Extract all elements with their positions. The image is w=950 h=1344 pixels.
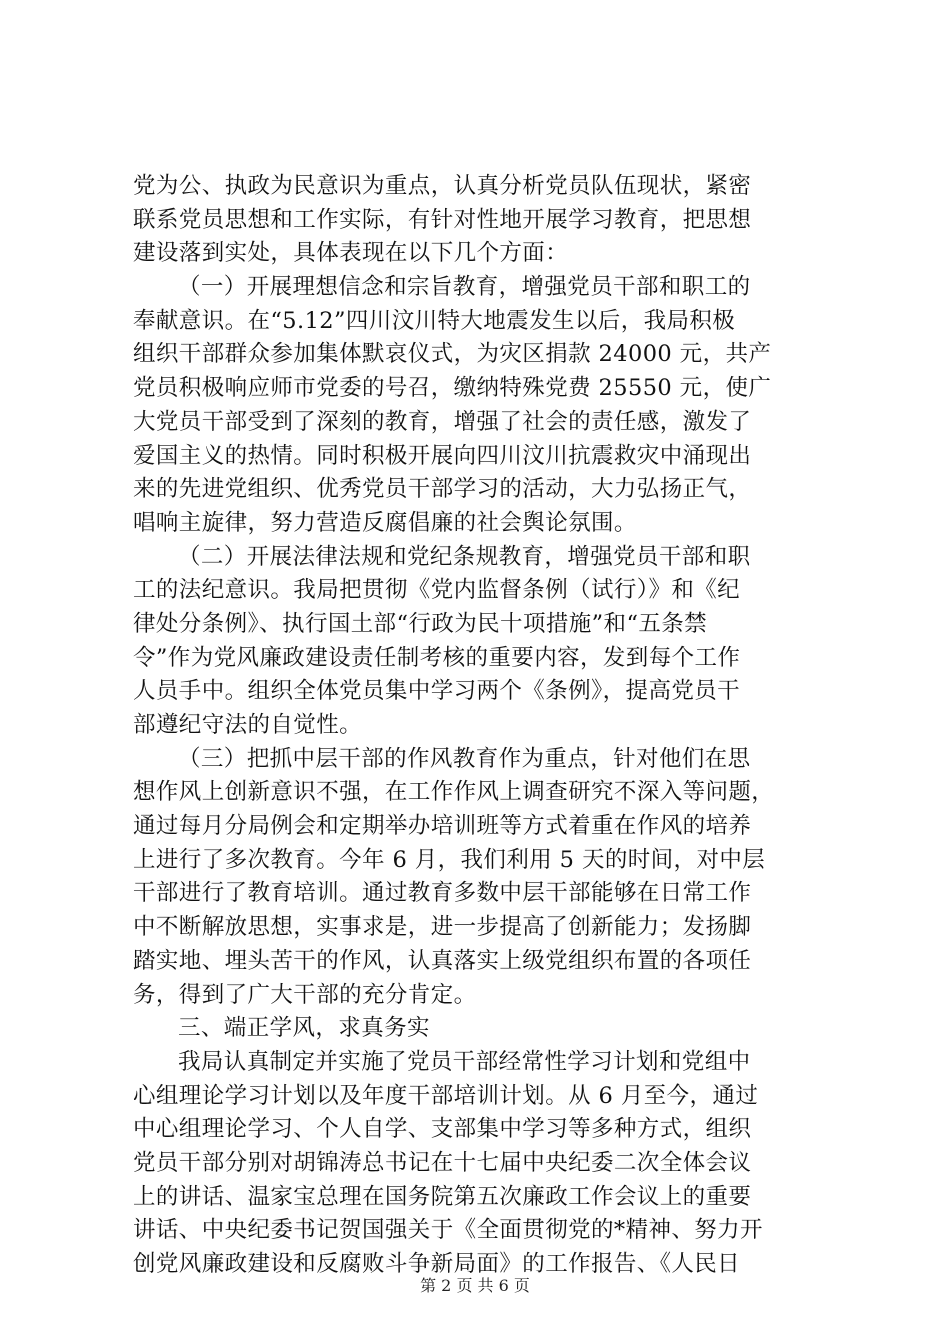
text-line: 讲话、中央纪委书记贺国强关于《全面贯彻党的*精神、努力开 xyxy=(133,1217,763,1244)
text-line: 上的讲话、温家宝总理在国务院第五次廉政工作会议上的重要 xyxy=(133,1183,752,1210)
text-line: 中不断解放思想，实事求是，进一步提高了创新能力；发扬脚 xyxy=(133,914,752,941)
text-line: 联系党员思想和工作实际，有针对性地开展学习教育，把思想 xyxy=(133,206,752,233)
text-line: 人员手中。组织全体党员集中学习两个《条例》，提高党员干 xyxy=(133,678,741,705)
text-line: 唱响主旋律，努力营造反腐倡廉的社会舆论氛围。 xyxy=(133,509,637,536)
text-line: 务，得到了广大干部的充分肯定。 xyxy=(133,981,477,1008)
text-line: 我局认真制定并实施了党员干部经常性学习计划和党组中 xyxy=(178,1048,751,1075)
text-line: 令”作为党风廉政建设责任制考核的重要内容，发到每个工作 xyxy=(133,644,741,671)
page-footer: 第 2 页 共 6 页 xyxy=(420,1276,530,1295)
text-line: 党为公、执政为民意识为重点，认真分析党员队伍现状，紧密 xyxy=(133,173,752,199)
text-line: 来的先进党组织、优秀党员干部学习的活动，大力弘扬正气， xyxy=(133,476,752,503)
text-line: 律处分条例》、执行国土部“行政为民十项措施”和“五条禁 xyxy=(133,610,708,637)
text-line: 通过每月分局例会和定期举办培训班等方式着重在作风的培养 xyxy=(133,813,752,840)
text-line: 大党员干部受到了深刻的教育，增强了社会的责任感，激发了 xyxy=(133,408,752,435)
paragraph-heading-1: （一）开展理想信念和宗旨教育，增强党员干部和职工的 xyxy=(178,274,751,301)
text-line: 建设落到实处，具体表现在以下几个方面： xyxy=(133,240,569,267)
text-line: 爱国主义的热情。同时积极开展向四川汶川抗震救灾中涌现出 xyxy=(133,442,752,469)
text-line: 部遵纪守法的自觉性。 xyxy=(133,712,363,738)
text-line: 工的法纪意识。我局把贯彻《党内监督条例（试行）》和《纪 xyxy=(133,577,741,604)
text-line: 党员干部分别对胡锦涛总书记在十七届中央纪委二次全体会议 xyxy=(133,1149,752,1176)
paragraph-heading-3: （三）把抓中层干部的作风教育作为重点，针对他们在思 xyxy=(178,745,751,772)
paragraph-heading-2: （二）开展法律法规和党纪条规教育，增强党员干部和职 xyxy=(178,543,751,570)
text-line: 上进行了多次教育。今年 6 月，我们利用 5 天的时间，对中层 xyxy=(133,846,766,873)
text-line: 干部进行了教育培训。通过教育多数中层干部能够在日常工作 xyxy=(133,880,752,907)
body-text xyxy=(133,170,833,1282)
section-heading: 三、端正学风，求真务实 xyxy=(178,1015,430,1042)
text-line: 中心组理论学习、个人自学、支部集中学习等多种方式，组织 xyxy=(133,1116,752,1143)
text-line: 创党风廉政建设和反腐败斗争新局面》的工作报告、《人民日 xyxy=(133,1251,741,1277)
text-line: 党员积极响应师市党委的号召，缴纳特殊党费 25550 元，使广 xyxy=(133,375,772,402)
text-line: 组织干部群众参加集体默哀仪式，为灾区捐款 24000 元，共产 xyxy=(133,341,772,368)
text-line: 想作风上创新意识不强，在工作作风上调查研究不深入等问题， xyxy=(133,779,775,806)
text-line: 踏实地、埋头苦干的作风，认真落实上级党组织布置的各项任 xyxy=(133,947,752,974)
text-line: 心组理论学习计划以及年度干部培训计划。从 6 月至今，通过 xyxy=(133,1082,759,1109)
text-line: 奉献意识。在“5.12”四川汶川特大地震发生以后，我局积极 xyxy=(133,307,736,334)
